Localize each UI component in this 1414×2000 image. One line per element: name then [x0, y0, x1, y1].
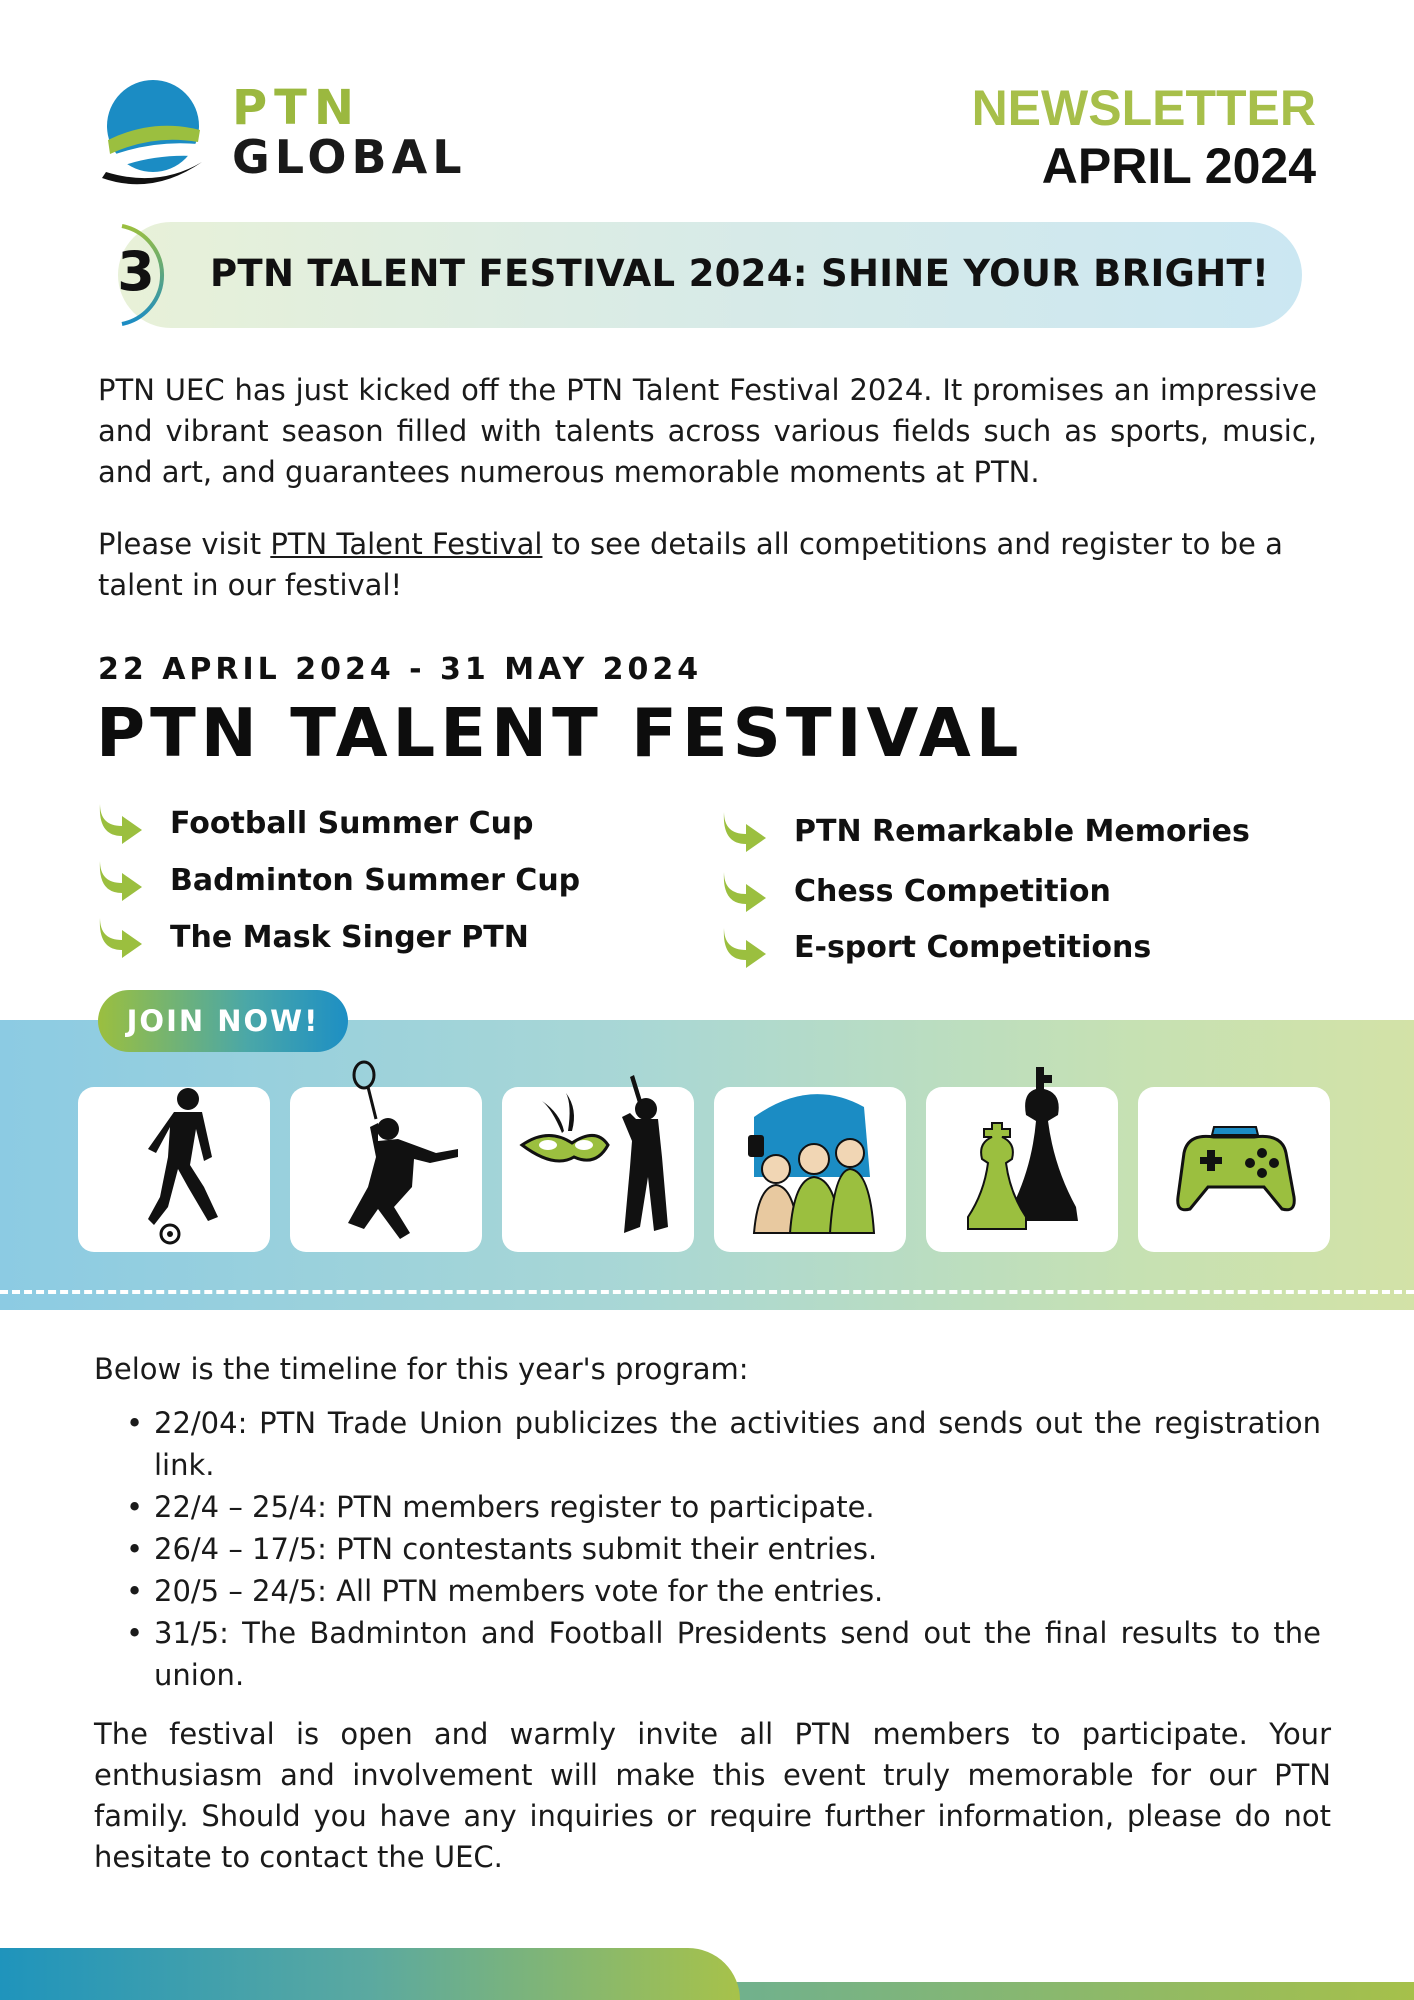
ptn-globe-logo [98, 78, 208, 198]
esport-card [1138, 1087, 1330, 1252]
talent-festival-link[interactable]: PTN Talent Festival [270, 527, 543, 561]
curved-arrow-icon [720, 926, 768, 968]
competition-item [720, 810, 1250, 852]
badminton-player-icon [290, 1057, 482, 1257]
curved-arrow-icon [720, 870, 768, 912]
football-player-icon [78, 1057, 270, 1257]
competition-item [720, 870, 1111, 912]
curved-arrow-icon [720, 810, 768, 852]
competition-item [96, 916, 529, 958]
mask-singer-icon [502, 1057, 694, 1257]
section-number: 3 [117, 240, 155, 303]
football-card [78, 1087, 270, 1252]
remarkable-memories-card [714, 1087, 906, 1252]
timeline-intro: Below is the timeline for this year's program: [94, 1352, 749, 1386]
visit-text-before: Please visit [98, 527, 271, 561]
timeline-list [126, 1402, 1321, 1696]
festival-dates: 22 APRIL 2024 - 31 MAY 2024 [98, 652, 703, 687]
visit-text-after: to see details all competitions and register to be a talent in our festival! [98, 527, 1283, 602]
timeline-item: • 22/4 – 25/4: PTN members register to participate. [126, 1486, 1321, 1528]
timeline-item: • 22/04: PTN Trade Union publicizes the activities and sends out the registration link. [126, 1402, 1321, 1486]
chess-card [926, 1087, 1118, 1252]
game-controller-icon [1138, 1057, 1330, 1257]
timeline-item: • 31/5: The Badminton and Football Presidents send out the final results to the union. [126, 1612, 1321, 1696]
newsletter-date: APRIL 2024 [1041, 137, 1316, 194]
brand-name [232, 80, 467, 184]
brand-top: PTN [232, 80, 362, 136]
footer-tab [0, 1948, 740, 2000]
competition-item [720, 926, 1151, 968]
competition-item [96, 859, 580, 901]
competition-label: Football Summer Cup [170, 805, 534, 841]
newsletter-heading [972, 80, 1316, 195]
curved-arrow-icon [96, 802, 144, 844]
join-now-button[interactable]: JOIN NOW! [98, 990, 348, 1052]
dashed-divider [0, 1290, 1414, 1294]
competition-item [96, 802, 534, 844]
group-selfie-icon [714, 1057, 906, 1257]
badminton-card [290, 1087, 482, 1252]
competition-label: The Mask Singer PTN [170, 919, 529, 955]
closing-paragraph: The festival is open and warmly invite all PTN members to participate. Your enthusiasm and involvement will make this event truly memorable for our PTN family. Should you have any inquiries or require further information, please do not hesitate to contact the UEC. [94, 1717, 1331, 1874]
curved-arrow-icon [96, 916, 144, 958]
visit-paragraph [98, 524, 1317, 606]
competition-label: PTN Remarkable Memories [794, 813, 1250, 849]
mask-singer-card [502, 1087, 694, 1252]
competition-label: E-sport Competitions [794, 929, 1152, 965]
competition-label: Chess Competition [794, 873, 1111, 909]
section-title: PTN TALENT FESTIVAL 2024: SHINE YOUR BRIGHT! [210, 252, 1270, 295]
brand-bottom: GLOBAL [232, 130, 467, 184]
timeline-item: • 20/5 – 24/5: All PTN members vote for the entries. [126, 1570, 1321, 1612]
competition-label: Badminton Summer Cup [170, 862, 581, 898]
chess-pieces-icon [926, 1057, 1118, 1257]
intro-paragraph: PTN UEC has just kicked off the PTN Talent Festival 2024. It promises an impressive and vibrant season filled with talents across various fields such as sports, music, and art, and guarantees numerous memorable moments at PTN. [98, 373, 1317, 489]
curved-arrow-icon [96, 859, 144, 901]
festival-title: PTN TALENT FESTIVAL [96, 694, 1024, 772]
newsletter-label: NEWSLETTER [971, 80, 1316, 136]
timeline-item: • 26/4 – 17/5: PTN contestants submit their entries. [126, 1528, 1321, 1570]
